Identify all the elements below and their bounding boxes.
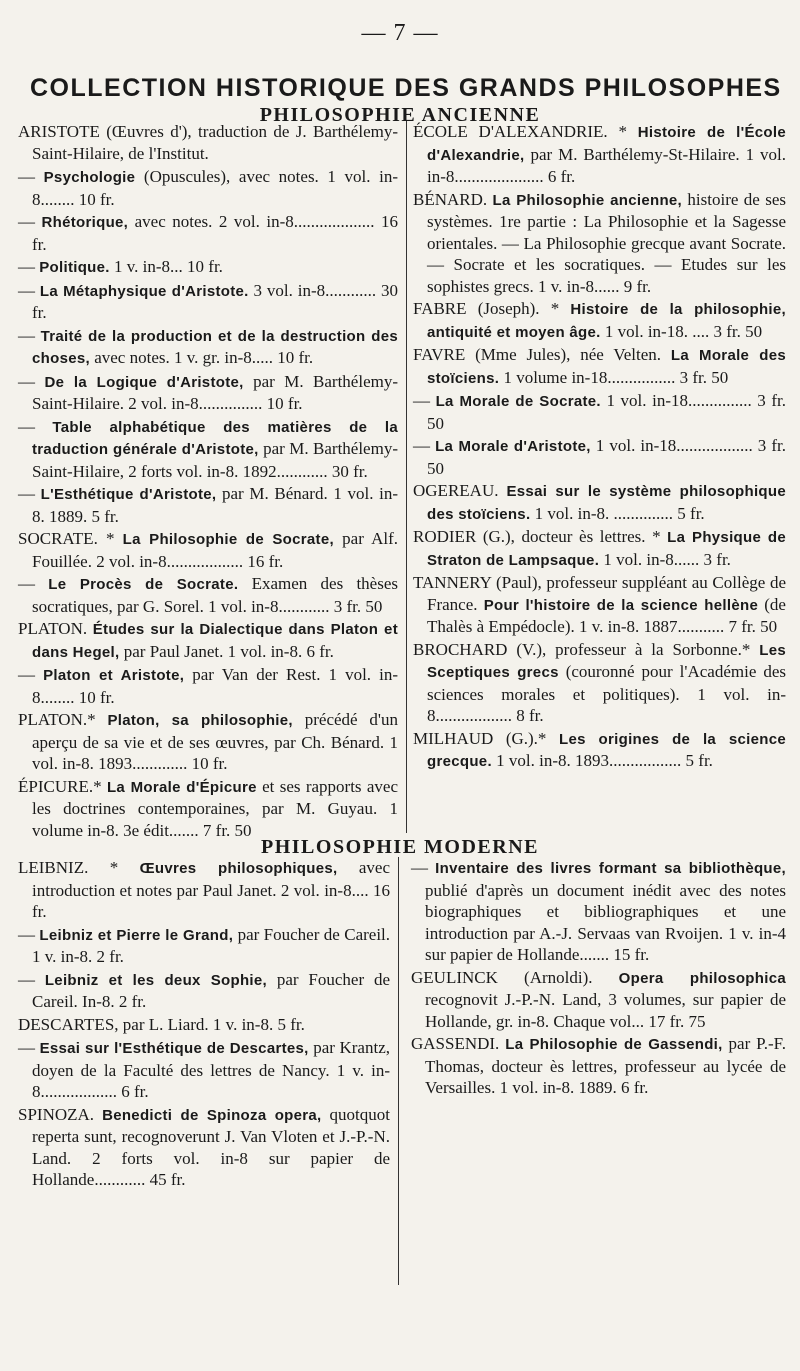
- catalog-entry: RODIER (G.), docteur ès lettres. * La Physique de Straton de Lampsaque. 1 vol. in-8...... 3 fr.: [413, 527, 786, 569]
- catalog-entry: FAVRE (Mme Jules), née Velten. La Morale des stoïciens. 1 volume in-18................ 3 fr. 50: [413, 345, 786, 387]
- catalog-entry: DESCARTES, par L. Liard. 1 v. in-8. 5 fr.: [18, 1014, 305, 1034]
- catalog-entry: — De la Logique d'Aristote, par M. Barthélemy-Saint-Hilaire. 2 vol. in-8............... 10 fr.: [18, 371, 398, 413]
- catalog-entry: — Traité de la production et de la destruction des choses, avec notes. 1 v. gr. in-8..... 10 fr.: [18, 325, 398, 367]
- catalog-entry: MILHAUD (G.).* Les origines de la science grecque. 1 vol. in-8. 1893................. 5 fr.: [413, 728, 787, 770]
- section-heading-ancient: PHILOSOPHIE ANCIENNE: [259, 104, 541, 126]
- column-ancient-left: [18, 121, 407, 840]
- catalog-entry: — Leibniz et les deux Sophie, par Foucher de Careil. In-8. 2 fr.: [18, 969, 390, 1011]
- section-heading-modern: PHILOSOPHIE MODERNE: [261, 836, 539, 858]
- catalog-entry: PLATON.* Platon, sa philosophie, précédé d'un aperçu de sa vie et de ses œuvres, par Ch. Bénard. 1 vol. in-8. 1893............. 10 fr.: [18, 710, 398, 773]
- catalog-entry: ARISTOTE (Œuvres d'), traduction de J. Barthélemy-Saint-Hilaire, de l'Institut.: [18, 122, 398, 163]
- catalog-entry: — Platon et Aristote, par Van der Rest. 1 vol. in-8........ 10 fr.: [18, 665, 398, 707]
- catalog-entry: — Psychologie (Opuscules), avec notes. 1 vol. in-8........ 10 fr.: [18, 167, 399, 209]
- catalog-entry: TANNERY (Paul), professeur suppléant au Collège de France. Pour l'histoire de la science hellène (de Thalès à Empédocle). 1 v. in-8. 1887........... 7 fr. 50: [413, 573, 786, 636]
- column-ancient-right: [413, 121, 786, 774]
- catalog-entry: — La Morale de Socrate. 1 vol. in-18............... 3 fr. 50: [413, 391, 787, 433]
- catalog-entry: GASSENDI. La Philosophie de Gassendi, par P.-F. Thomas, docteur ès lettres, professeur au lycée de Versailles. 1 vol. in-8. 1889. 6 fr.: [411, 1034, 786, 1097]
- catalog-entry: — Politique. 1 v. in-8... 10 fr.: [18, 257, 223, 276]
- catalog-entry: — L'Esthétique d'Aristote, par M. Bénard. 1 vol. in-8. 1889. 5 fr.: [18, 484, 398, 526]
- catalog-entry: OGEREAU. Essai sur le système philosophique des stoïciens. 1 vol. in-8. .............. 5 fr.: [413, 481, 786, 523]
- column-modern-right: [411, 857, 786, 1100]
- catalog-entry: ÉPICURE.* La Morale d'Épicure et ses rapports avec les doctrines contemporaines, par M. Guyau. 1 volume in-8. 3e édit....... 7 fr. 50: [18, 776, 399, 840]
- catalog-entry: — Leibniz et Pierre le Grand, par Foucher de Careil. 1 v. in-8. 2 fr.: [18, 924, 391, 966]
- catalog-entry: ÉCOLE D'ALEXANDRIE. * Histoire de l'École d'Alexandrie, par M. Barthélemy-St-Hilaire. 1 vol. in-8..................... 6 fr.: [413, 122, 786, 186]
- catalog-entry: — Essai sur l'Esthétique de Descartes, par Krantz, doyen de la Faculté des lettres de Nancy. 1 v. in-8.................. 6 fr.: [18, 1038, 390, 1101]
- catalog-entry: PLATON. Études sur la Dialectique dans Platon et dans Hegel, par Paul Janet. 1 vol. in-8. 6 fr.: [18, 619, 398, 661]
- column-modern-left: [18, 857, 399, 1285]
- catalog-entry: — Le Procès de Socrate. Examen des thèses socratiques, par G. Sorel. 1 vol. in-8............ 3 fr. 50: [18, 574, 399, 616]
- catalog-entry: BÉNARD. La Philosophie ancienne, histoire de ses systèmes. 1re partie : La Philosophie et la Sagesse orientales. — La Philosophie grecque avant Socrate. — Socrate et les socratiques. — Etudes sur les sophistes grecs. 1 v. in-8...... 9 fr.: [413, 189, 786, 296]
- catalog-entry: — Rhétorique, avec notes. 2 vol. in-8................... 16 fr.: [18, 212, 398, 254]
- catalog-entry: — Table alphabétique des matières de la traduction générale d'Aristote, par M. Barthélemy-Saint-Hilaire, 2 forts vol. in-8. 1892............ 30 fr.: [18, 416, 398, 481]
- catalog-entry: FABRE (Joseph). * Histoire de la philosophie, antiquité et moyen âge. 1 vol. in-18. .... 3 fr. 50: [413, 299, 786, 341]
- page-number: — 7 —: [361, 20, 439, 46]
- collection-title: COLLECTION HISTORIQUE DES GRANDS PHILOSOPHES: [30, 74, 782, 102]
- catalog-entry: BROCHARD (V.), professeur à la Sorbonne.* Les Sceptiques grecs (couronné pour l'Académie des sciences morales et politiques). 1 vol. in-8.................. 8 fr.: [413, 639, 786, 725]
- catalog-entry: — La Métaphysique d'Aristote. 3 vol. in-8............ 30 fr.: [18, 280, 399, 322]
- catalog-entry: — Inventaire des livres formant sa bibliothèque, publié d'après un document inédit avec des notes biographiques et bibliographiques et une introduction par A.-J. Servaas van Rvoijen. 1 v. in-4 sur papier de Hollande....... 15 fr.: [411, 858, 787, 964]
- catalog-entry: SOCRATE. * La Philosophie de Socrate, par Alf. Fouillée. 2 vol. in-8.................. 16 fr.: [18, 529, 398, 571]
- catalog-entry: GEULINCK (Arnoldi). Opera philosophica recognovit J.-P.-N. Land, 3 volumes, sur papier de Hollande, gr. in-8. Chaque vol... 17 fr. 75: [411, 967, 786, 1031]
- catalog-entry: LEIBNIZ. * Œuvres philosophiques, avec introduction et notes par Paul Janet. 2 vol. in-8.... 16 fr.: [18, 858, 391, 921]
- catalog-entry: — La Morale d'Aristote, 1 vol. in-18.................. 3 fr. 50: [413, 436, 786, 478]
- catalog-entry: SPINOZA. Benedicti de Spinoza opera, quotquot reperta sunt, recognoverunt J. Van Vloten et J.-P.-N. Land. 2 forts vol. in-8 sur papier de Hollande............ 45 fr.: [18, 1104, 390, 1189]
